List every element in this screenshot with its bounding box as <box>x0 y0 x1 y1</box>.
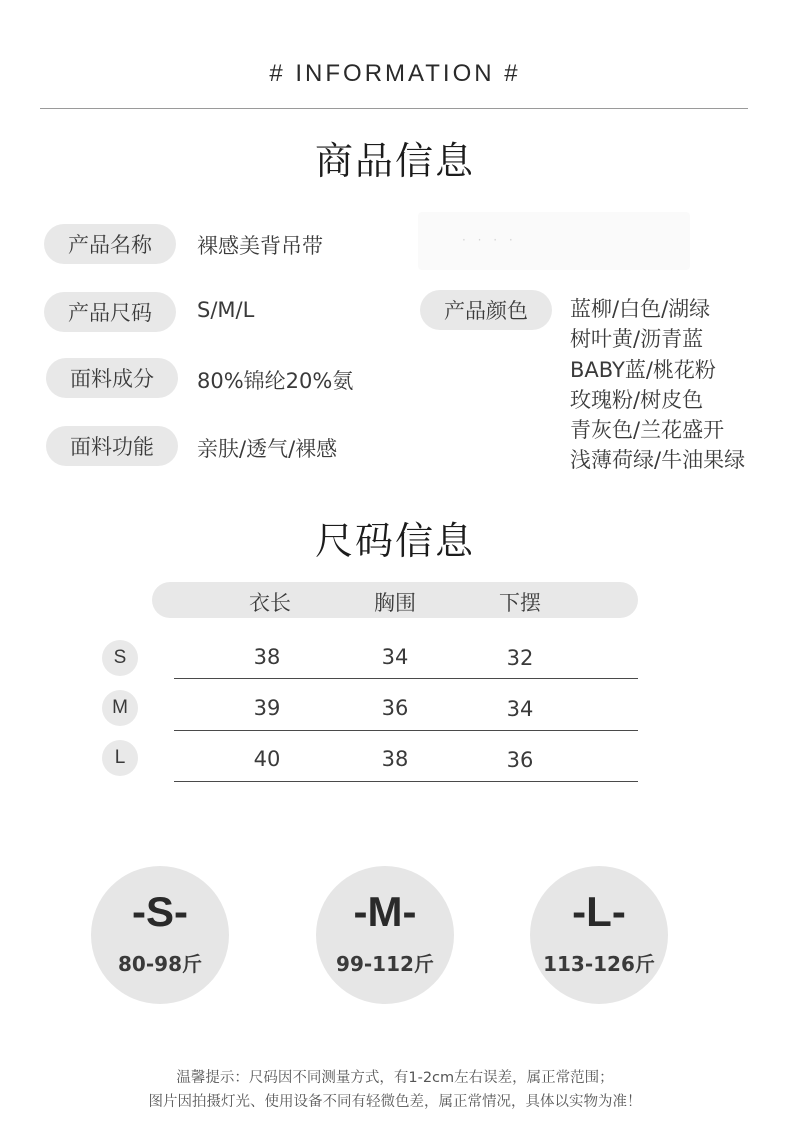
field-label-size: 产品尺码 <box>44 292 176 332</box>
color-line: BABY蓝/桃花粉 <box>570 357 716 382</box>
weight-badge-size: -L- <box>572 888 626 935</box>
row-divider <box>174 678 638 679</box>
color-line: 玫瑰粉/树皮色 <box>570 387 704 412</box>
table-cell: 39 <box>253 696 281 720</box>
watermark-mark: · · · · <box>462 233 517 247</box>
field-label-fabric: 面料成分 <box>46 358 178 398</box>
field-value-name: 裸感美背吊带 <box>197 234 323 258</box>
weight-badge-size: -M- <box>353 888 417 935</box>
field-value-size: S/M/L <box>197 298 255 322</box>
field-value-function: 亲肤/透气/裸感 <box>197 437 338 461</box>
size-section-title: 尺码信息 <box>314 519 475 563</box>
column-header-bust: 胸围 <box>374 591 416 615</box>
size-chip-m: M <box>102 690 138 726</box>
row-divider <box>174 781 638 782</box>
size-chip-l: L <box>102 740 138 776</box>
tip-note-line: 温馨提示：尺码因不同测量方式，有1-2cm左右误差，属正常范围； <box>176 1070 614 1086</box>
table-cell: 34 <box>506 697 534 721</box>
field-label-function: 面料功能 <box>46 426 178 466</box>
table-cell: 40 <box>253 747 281 771</box>
table-cell: 34 <box>381 645 409 669</box>
header-divider <box>40 108 748 109</box>
column-header-hem: 下摆 <box>499 591 541 615</box>
table-cell: 36 <box>381 696 409 720</box>
weight-badge-size: -S- <box>132 888 188 935</box>
color-list <box>570 294 745 476</box>
row-divider <box>174 730 638 731</box>
size-chip-s: S <box>102 640 138 676</box>
tip-note-line: 图片因拍摄灯光、使用设备不同有轻微色差，属正常情况，具体以实物为准！ <box>148 1094 642 1110</box>
color-line: 青灰色/兰花盛开 <box>570 418 725 443</box>
weight-badge-range: 80-98斤 <box>118 952 202 976</box>
weight-badge-s <box>91 866 229 1004</box>
color-line: 浅薄荷绿/牛油果绿 <box>570 448 746 473</box>
header-title: # INFORMATION # <box>269 60 521 87</box>
weight-badge-l <box>530 866 668 1004</box>
field-label-name: 产品名称 <box>44 224 176 264</box>
table-cell: 32 <box>506 646 534 670</box>
weight-badge-range: 113-126斤 <box>543 952 655 976</box>
column-header-length: 衣长 <box>249 591 291 615</box>
field-label-color: 产品颜色 <box>420 290 552 330</box>
weight-badge-range: 99-112斤 <box>336 952 434 976</box>
product-section-title: 商品信息 <box>314 139 475 183</box>
table-cell: 36 <box>506 748 534 772</box>
table-cell: 38 <box>253 645 281 669</box>
weight-badge-m <box>316 866 454 1004</box>
color-line: 树叶黄/沥青蓝 <box>570 327 704 352</box>
watermark-area <box>418 212 690 270</box>
table-cell: 38 <box>381 747 409 771</box>
field-value-fabric: 80%锦纶20%氨 <box>197 369 354 393</box>
color-line: 蓝柳/白色/湖绿 <box>570 297 711 321</box>
